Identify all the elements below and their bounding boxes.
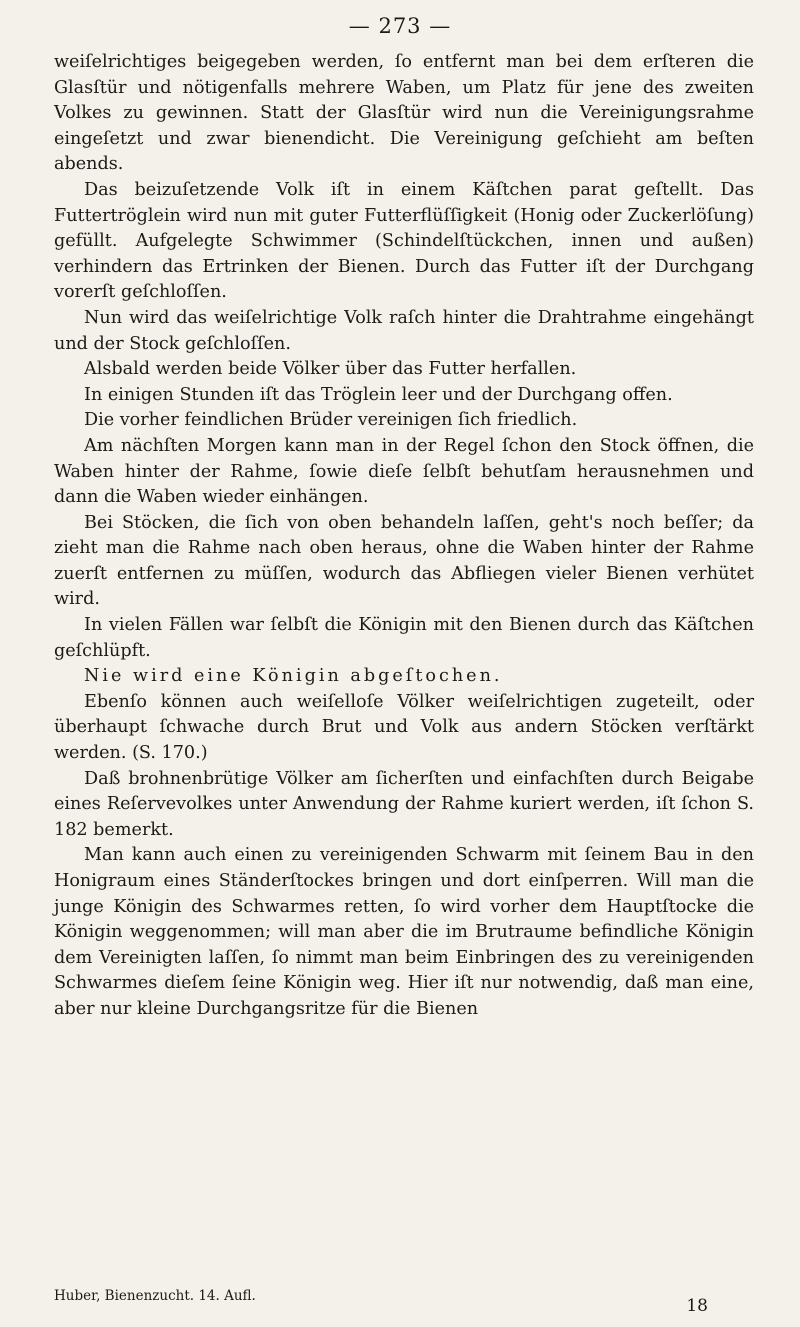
page-body (54, 50, 754, 1023)
paragraph: Daß brohnenbrütige Völker am ſicherſten und einfachſten durch Beigabe eines Reſervevolkes unter Anwendung der Rahme kuriert werden, iſt ſchon S. 182 bemerkt. (54, 768, 754, 840)
paragraph-emphasis: Nie wird eine Königin abgeſtochen. (84, 666, 503, 687)
paragraph: Ebenſo können auch weiſelloſe Völker weiſelrichtigen zugeteilt, oder überhaupt ſchwache durch Brut und Volk aus andern Stöcken verſtärkt werden. (S. 170.) (54, 691, 754, 764)
paragraph: Man kann auch einen zu vereinigenden Schwarm mit ſeinem Bau in den Honigraum eines Ständerſtockes bringen und dort einſperren. Will man die junge Königin des Schwarmes retten, ſo wird vorher dem Hauptſtocke die Königin weggenommen; will man aber die im Brutraume befindliche Königin dem Vereinigten laſſen, ſo nimmt man beim Einbringen des zu vereinigenden Schwarmes dieſem ſeine Königin weg. Hier iſt nur notwendig, daß man eine, aber nur kleine Durchgangsritze für die Bienen (54, 845, 754, 1019)
page-footer (54, 1288, 754, 1316)
page-number: — 273 — (348, 14, 452, 38)
paragraph: Bei Stöcken, die ſich von oben behandeln laſſen, geht's noch beſſer; da zieht man die Rahme nach oben heraus, ohne die Waben hinter der Rahme zuerſt entfernen zu müſſen, wodurch das Abfliegen vieler Bienen verhütet wird. (54, 512, 754, 610)
paragraph: Die vorher feindlichen Brüder vereinigen ſich friedlich. (84, 410, 578, 431)
paragraph: In einigen Stunden iſt das Tröglein leer und der Durchgang offen. (84, 384, 673, 405)
paragraph: weiſelrichtiges beigegeben werden, ſo entfernt man bei dem erſteren die Glasſtür und nötigenfalls mehrere Waben, um Platz für jene des zweiten Volkes zu gewinnen. Statt der Glasſtür wird nun die Vereinigungsrahme eingeſetzt und zwar bienendicht. Die Vereinigung geſchieht am beſten abends. (54, 52, 754, 175)
paragraph: Das beizuſetzende Volk iſt in einem Käſtchen parat geſtellt. Das Futtertröglein wird nun mit guter Futterflüſſigkeit (Honig oder Zuckerlöſung) gefüllt. Aufgelegte Schwimmer (Schindelſtückchen, innen und außen) verhindern das Ertrinken der Bienen. Durch das Futter iſt der Durchgang vorerſt geſchloſſen. (54, 179, 754, 303)
paragraph: Am nächſten Morgen kann man in der Regel ſchon den Stock öffnen, die Waben hinter der Rahme, ſowie dieſe ſelbſt behutſam herausnehmen und dann die Waben wieder einhängen. (54, 435, 754, 508)
signature-mark: 18 (686, 1296, 708, 1316)
paragraph: Nun wird das weiſelrichtige Volk raſch hinter die Drahtrahme eingehängt und der Stock geſchloſſen. (54, 307, 754, 354)
paragraph: In vielen Fällen war ſelbſt die Königin mit den Bienen durch das Käſtchen geſchlüpft. (54, 615, 754, 661)
paragraph: Alsbald werden beide Völker über das Futter herfallen. (84, 359, 577, 380)
imprint-line: Huber, Bienenzucht. 14. Aufl. (54, 1288, 256, 1304)
